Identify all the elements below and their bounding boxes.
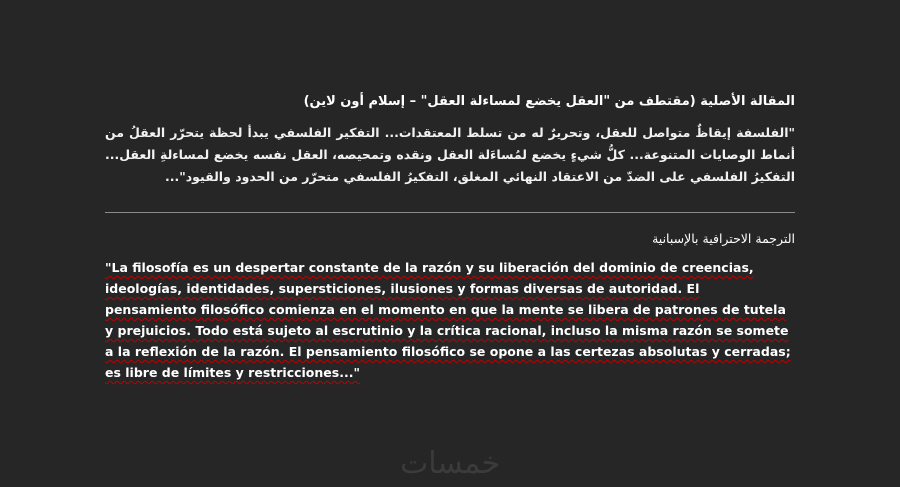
original-article-heading: المقالة الأصلية (مقتطف من "العقل يخضع لمساءلة العقل" – إسلام أون لاين) xyxy=(303,94,795,109)
translation-quote: "La filosofía es un despertar constante de la razón y su liberación del dominio de creencias, ideologías, identidades, supersticiones, ilusiones y formas diversas de autoridad. El pensamiento filosófico comienza en el momento en que la mente se libera de patrones de tutela y prejuicios. Todo está sujeto al escrutinio y la crítica racional, incluso la misma razón se somete a la reflexión de la razón. El pensamiento filosófico se opone a las certezas absolutas y cerradas; es libre de límites y restricciones..." xyxy=(105,260,791,380)
section-divider xyxy=(105,212,795,213)
original-article-section xyxy=(105,92,795,188)
khamsat-watermark-logo xyxy=(0,446,900,481)
original-article-quote: "الفلسفة إيقاظٌ متواصل للعقل، وتحريرٌ له من تسلط المعتقدات... التفكير الفلسفي يبدأ لحظة يتحرّر العقلُ من أنماط الوصايات المتنوعة... كلُّ شيءٍ يخضع لمُساءَلة العقل ونقده وتمحيصه، العقل نفسه يخضع لمساءلةِ العقل... التفكيرُ الفلسفي على الضدّ من الاعتقاد النهائي المغلق، التفكيرُ الفلسفي متحرّر من الحدود والقيود"... xyxy=(105,125,795,184)
translation-section xyxy=(105,257,795,383)
translation-heading: الترجمة الاحترافية بالإسبانية xyxy=(652,231,795,246)
document-body[interactable] xyxy=(105,92,795,383)
watermark-text: خمسات xyxy=(399,446,501,481)
translation-heading-section xyxy=(105,229,795,249)
